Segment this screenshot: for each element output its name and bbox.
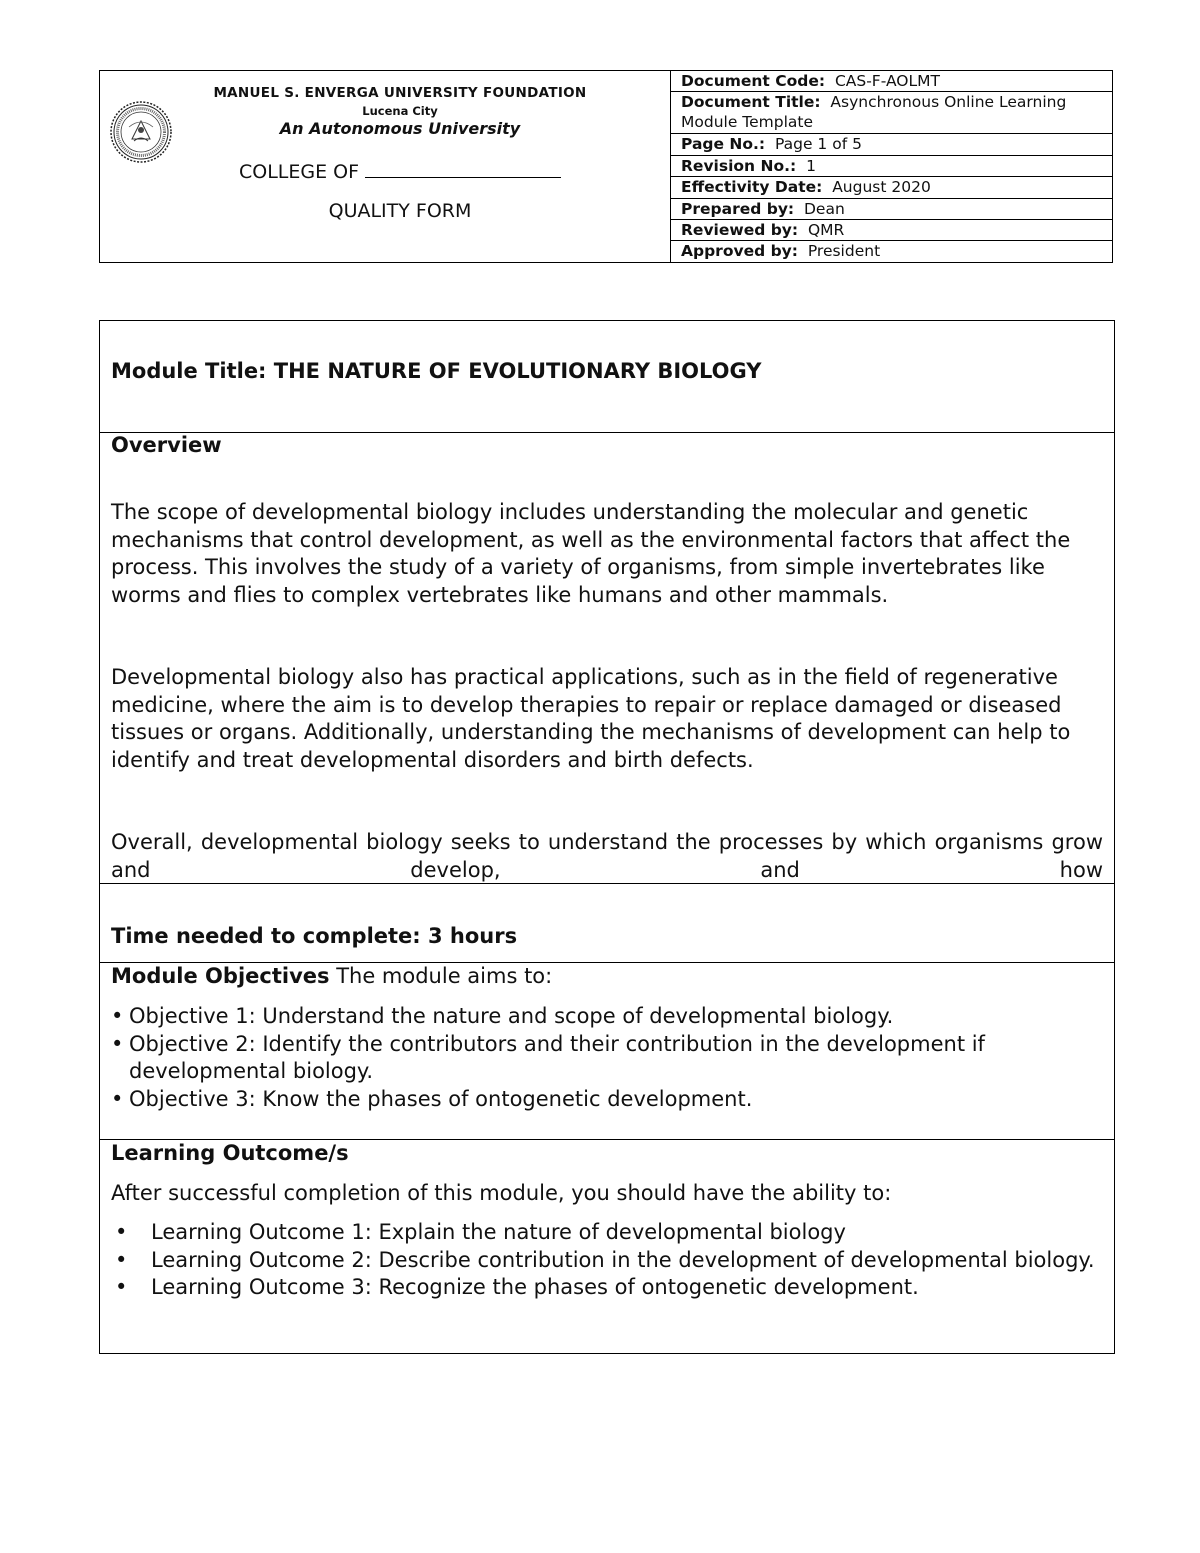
header-meta-cell (671, 71, 1112, 262)
meta-revision-no (671, 156, 1112, 177)
meta-approved-by (671, 241, 1112, 262)
meta-value: President (807, 242, 881, 260)
meta-label: Page No.: (681, 135, 766, 153)
meta-prepared-by (671, 199, 1112, 220)
header-institution-cell (100, 71, 671, 262)
objective-item: • Objective 3: Know the phases of ontogenetic development. (111, 1086, 1103, 1114)
module-table (99, 320, 1115, 1354)
meta-value: Asynchronous Online Learning Module Template (681, 93, 1067, 131)
row-divider (100, 962, 1114, 963)
meta-document-code (671, 71, 1112, 92)
meta-label: Revision No.: (681, 157, 797, 175)
meta-label: Approved by: (681, 242, 798, 260)
meta-document-title (671, 92, 1112, 134)
outcomes-heading: Learning Outcome/s (111, 1141, 349, 1165)
meta-label: Document Code: (681, 72, 826, 90)
time-needed: Time needed to complete: 3 hours (111, 924, 518, 948)
overview-heading: Overview (111, 433, 222, 457)
university-city: Lucena City (362, 104, 438, 118)
meta-value: August 2020 (832, 178, 931, 196)
outcomes-intro: After successful completion of this module, you should have the ability to: (111, 1181, 892, 1205)
outcomes-list (111, 1219, 1103, 1302)
meta-label: Reviewed by: (681, 221, 799, 239)
objectives-list (111, 1003, 1103, 1113)
outcome-item: • Learning Outcome 3: Recognize the phases of ontogenetic development. (111, 1274, 1103, 1302)
meta-reviewed-by (671, 220, 1112, 241)
meta-value: Page 1 of 5 (774, 135, 862, 153)
overview-paragraph-2: Developmental biology also has practical applications, such as in the field of regenerative medicine, where the aim is to develop therapies to repair or replace damaged or diseased tissues or organs. Additionally, understanding the mechanisms of development can help to identify and treat developmental disorders and birth defects. (111, 665, 1071, 772)
meta-value: Dean (803, 200, 845, 218)
university-tagline: An Autonomous University (279, 119, 521, 138)
outcome-item: • Learning Outcome 1: Explain the nature of developmental biology (111, 1219, 1103, 1247)
objectives-heading: Module Objectives (111, 964, 330, 988)
meta-label: Prepared by: (681, 200, 795, 218)
college-field (188, 159, 612, 183)
objectives-intro: The module aims to: (329, 964, 553, 988)
college-blank-line (365, 159, 561, 178)
overview-paragraph-1: The scope of developmental biology includes understanding the molecular and genetic mechanisms that control development, as well as the environmental factors that affect the process. This involves the study of a variety of organisms, from simple invertebrates like worms and flies to complex vertebrates like humans and other mammals. (111, 500, 1071, 607)
quality-form-label: QUALITY FORM (328, 200, 472, 222)
university-name: MANUEL S. ENVERGA UNIVERSITY FOUNDATION (213, 85, 587, 101)
meta-effectivity-date (671, 177, 1112, 199)
objective-item: • Objective 1: Understand the nature and scope of developmental biology. (111, 1003, 1103, 1031)
meta-page-no (671, 134, 1112, 156)
row-divider (100, 883, 1114, 884)
college-label: COLLEGE OF (238, 161, 360, 183)
meta-value: QMR (807, 221, 845, 239)
module-title: Module Title: THE NATURE OF EVOLUTIONARY BIOLOGY (111, 359, 762, 383)
outcome-item: • Learning Outcome 2: Describe contribution in the development of developmental biology. (111, 1247, 1103, 1275)
objectives-heading-line (111, 964, 1103, 988)
meta-value: 1 (806, 157, 816, 175)
objective-item: • Objective 2: Identify the contributors and their contribution in the development if developmental biology. (111, 1031, 1103, 1086)
document-header-table (99, 70, 1113, 263)
meta-value: CAS-F-AOLMT (834, 72, 940, 90)
overview-paragraph-3: Overall, developmental biology seeks to understand the processes by which organisms grow and develop, and how (111, 830, 1103, 882)
university-seal-icon (110, 101, 172, 163)
row-divider (100, 1139, 1114, 1140)
meta-label: Effectivity Date: (681, 178, 823, 196)
meta-label: Document Title: (681, 93, 821, 111)
